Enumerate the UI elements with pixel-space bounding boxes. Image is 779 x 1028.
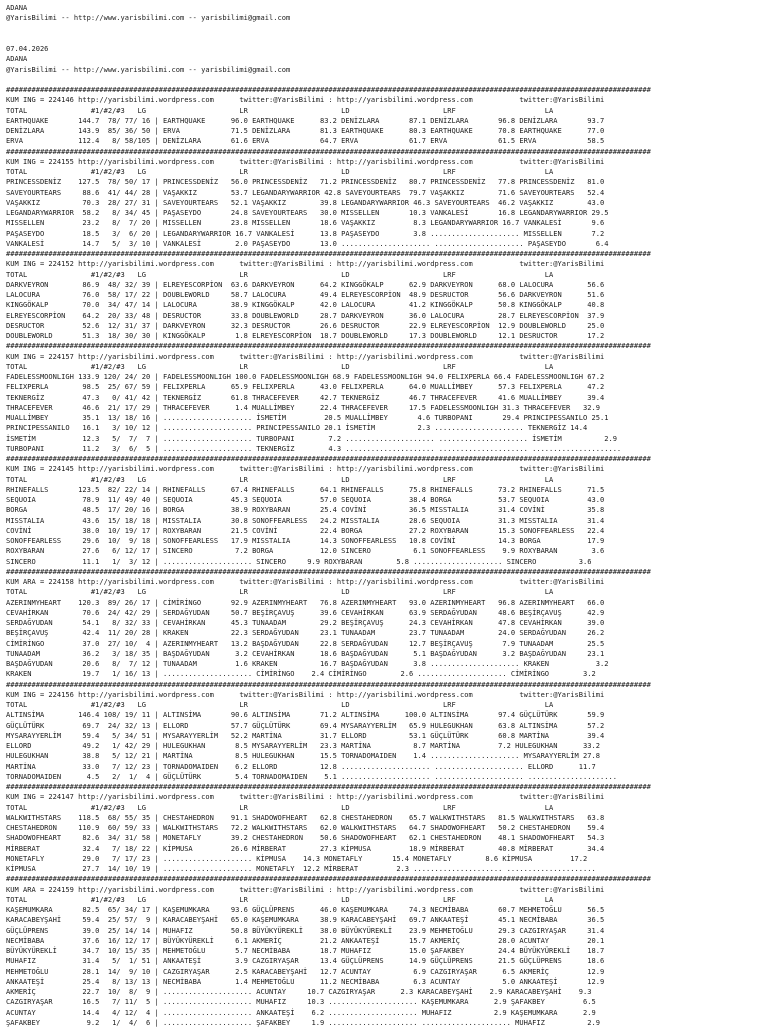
text-line: KUM ARA = 224158 http://yarisbilimi.wordpress.com twitter:@YarisBilimi : http://yarisbilimi.wordpress.com twitter:@YarisBilimi xyxy=(6,577,605,586)
text-line xyxy=(6,34,779,44)
text-line: COVİNİ 38.0 10/ 19/ 17 | ROXYBARAN 21.5 COVİNİ 22.4 BORGA 27.2 ROXYBARAN 15.3 SONOFFEARLESS 22.4 xyxy=(6,525,605,535)
text-line: KUM ING = 224155 http://yarisbilimi.wordpress.com twitter:@YarisBilimi : http://yarisbilimi.wordpress.com twitter:@YarisBilimi xyxy=(6,156,605,166)
text-line: SINCERO 11.1 1/ 3/ 12 | ..................... SINCERO 9.9 ROXYBARAN 5.8 ..................... SINCERO 3.6 xyxy=(6,556,592,566)
text-line: LALOCURA 76.0 58/ 17/ 22 | DOUBLEWORLD 58.7 LALOCURA 49.4 ELREYESCORPİON 48.9 DESRUCTOR 56.6 DARKVEYRON 51.6 xyxy=(6,290,605,299)
text-line: CHESTAHEDRON 110.9 60/ 59/ 33 | WALKWITHSTARS 72.2 WALKWITHSTARS 62.0 WALKWITHSTARS 64.7 SHADOWOFHEART 50.2 CHESTAHEDRON 59.4 xyxy=(6,823,605,832)
text-line: MARTİNA 33.0 7/ 12/ 23 | TORNADOMAIDEN 6.2 ELLORD 12.8 ..................... ..................... ELLORD 11.7 xyxy=(6,761,596,771)
text-line: WALKWITHSTARS 118.5 68/ 55/ 35 | CHESTAHEDRON 91.1 SHADOWOFHEART 62.8 CHESTAHEDRON 65.7 WALKWITHSTARS 81.5 WALKWITHSTARS 63.8 xyxy=(6,812,605,822)
text-line: CAZGIRYAŞAR 16.5 7/ 11/ 5 | ..................... MUHAFIZ 10.3 ..................... KAŞEMUMKARA 2.9 ŞAFAKBEY 6.5 xyxy=(6,997,596,1007)
text-line: ######################################################################################################################################################## xyxy=(6,566,651,576)
text-line: KİPMUSA 27.7 14/ 10/ 19 | ..................... MONETAFLY 12.2 MİRBERAT 2.3 ..................... ..................... xyxy=(6,864,596,873)
text-line: MUHAFIZ 31.4 5/ 1/ 51 | ANKAATEŞİ 3.9 CAZGIRYAŞAR 13.4 GÜÇLÜPRENS 14.9 GÜÇLÜPRENS 21.5 GÜÇLÜPRENS 18.6 xyxy=(6,956,605,966)
text-line: MISSTALIA 43.6 15/ 18/ 18 | MISSTALIA 30.8 SONOFFEARLESS 24.2 MISSTALIA 28.6 SEQUOIA 31.3 MISSTALIA 31.4 xyxy=(6,515,605,525)
text-line: ROXYBARAN 27.6 6/ 12/ 17 | SINCERO 7.2 BORGA 12.0 SINCERO 6.1 SONOFFEARLESS 9.9 ROXYBARAN 3.6 xyxy=(6,546,605,556)
text-line: CİMİRİNGO 37.0 27/ 10/ 4 | AZERINMYHEART 13.2 BAŞDAĞYUDAN 22.8 SERDAĞYUDAN 12.7 BEŞİRÇAVUŞ 7.9 TUNAADAM 25.5 xyxy=(6,638,605,648)
text-line: TORNADOMAIDEN 4.5 2/ 1/ 4 | GÜÇLÜTÜRK 5.4 TORNADOMAIDEN 5.1 ..................... ..................... ..................... xyxy=(6,771,617,781)
text-line: KUM ING = 224152 http://yarisbilimi.wordpress.com twitter:@YarisBilimi : http://yarisbilimi.wordpress.com twitter:@YarisBilimi xyxy=(6,259,605,269)
text-line: FADELESSMOONLIGH 133.9 120/ 24/ 20 | FADELESSMOONLIGH 100.0 FADELESSMOONLIGH 68.9 FADELESSMOONLIGH 94.0 FELIXPERLA 66.4 FADELESSMOONLIGH 67.2 xyxy=(6,372,605,381)
text-line xyxy=(6,75,779,85)
text-line: GÜÇLÜTÜRK 69.7 24/ 32/ 13 | ELLORD 57.7 GÜÇLÜTÜRK 69.4 MYSARAYYERLİM 65.9 HULEGUKHAN 63.8 ALTINSİMA 57.2 xyxy=(6,720,605,730)
text-line: KRAKEN 19.7 1/ 16/ 13 | ..................... CİMİRİNGO 2.4 CİMİRİNGO 2.6 ..................... CİMİRİNGO 3.2 xyxy=(6,669,596,679)
text-line: MISSELLEN 23.2 8/ 7/ 20 | MISSELLEN 23.8 MISSELLEN 18.6 VAŞAKKIZ 8.3 LEGANDARYWARRIOR 16.7 VANKALESİ 9.6 xyxy=(6,218,605,228)
text-line: TEKNERGİZ 47.3 0/ 41/ 42 | TEKNERGİZ 61.8 THRACEFEVER 42.7 TEKNERGİZ 46.7 THRACEFEVER 41.6 MUALLİMBEY 39.4 xyxy=(6,392,605,402)
text-line: ALTINSİMA 146.4 108/ 19/ 11 | ALTINSİMA 90.6 ALTINSİMA 71.2 ALTINSİMA 100.0 ALTINSİMA 97.4 GÜÇLÜTÜRK 59.9 xyxy=(6,710,605,720)
text-line: VANKALESİ 14.7 5/ 3/ 10 | VANKALESİ 2.0 PAŞASEYDO 13.0 ..................... ..................... PAŞASEYDO 6.4 xyxy=(6,238,609,248)
text-line: MİRBERAT 32.4 7/ 18/ 22 | KİPMUSA 26.6 MİRBERAT 27.3 KİPMUSA 18.9 MİRBERAT 40.8 MİRBERAT 34.4 xyxy=(6,843,605,853)
text-line: İSMETİM 12.3 5/ 7/ 7 | ..................... TURBOPANI 7.2 ..................... ..................... İSMETİM 2.9 xyxy=(6,433,617,443)
text-line: ######################################################################################################################################################## xyxy=(6,249,651,258)
text-line: SONOFFEARLESS 29.6 10/ 9/ 18 | SONOFFEARLESS 17.9 MISSTALIA 14.3 SONOFFEARLESS 10.8 COVİNİ 14.3 BORGA 17.9 xyxy=(6,536,605,545)
text-line: 07.04.2026 xyxy=(6,44,49,53)
text-line: MYSARAYYERLİM 59.4 5/ 34/ 51 | MYSARAYYERLİM 52.2 MARTİNA 31.7 ELLORD 53.1 GÜÇLÜTÜRK 60.8 MARTİNA 39.4 xyxy=(6,730,605,740)
text-line: RHINEFALLS 123.5 82/ 22/ 14 | RHINEFALLS 67.4 RHINEFALLS 64.1 RHINEFALLS 75.8 RHINEFALLS 73.2 RHINEFALLS 71.5 xyxy=(6,484,605,494)
text-line: SEQUOIA 78.9 11/ 49/ 40 | SEQUOIA 45.3 SEQUOIA 57.0 SEQUOIA 38.4 BORGA 53.7 SEQUOIA 43.0 xyxy=(6,495,605,504)
text-line: TOTAL #1/#2/#3 LG LR LD LRF LA xyxy=(6,700,554,709)
text-line: KUM ING = 224156 http://yarisbilimi.wordpress.com twitter:@YarisBilimi : http://yarisbilimi.wordpress.com twitter:@YarisBilimi xyxy=(6,689,605,699)
text-line: GÜÇLÜPRENS 39.0 25/ 14/ 14 | MUHAFIZ 50.8 BÜYÜKYÜREKLİ 38.0 BÜYÜKYÜREKLİ 23.9 MEHMETOĞLU 29.3 CAZGIRYAŞAR 31.4 xyxy=(6,925,605,935)
text-line: TOTAL #1/#2/#3 LG LR LD LRF LA xyxy=(6,474,554,484)
text-line: KUM ARA = 224159 http://yarisbilimi.wordpress.com twitter:@YarisBilimi : http://yarisbilimi.wordpress.com twitter:@YarisBilimi xyxy=(6,884,605,894)
text-line: ######################################################################################################################################################## xyxy=(6,146,651,156)
text-line: SAVEYOURTEARS 88.6 41/ 44/ 28 | VAŞAKKIZ 53.7 LEGANDARYWARRIOR 42.8 SAVEYOURTEARS 79.7 VAŞAKKIZ 71.6 SAVEYOURTEARS 52.4 xyxy=(6,187,605,197)
text-line: ######################################################################################################################################################## xyxy=(6,454,651,463)
text-line: TOTAL #1/#2/#3 LG LR LD LRF LA xyxy=(6,105,554,115)
text-line: @YarisBilimi -- http://www.yarisbilimi.com -- yarisbilimi@gmail.com xyxy=(6,64,291,74)
text-line xyxy=(6,24,779,34)
text-line: TUNAADAM 36.2 3/ 18/ 35 | BAŞDAĞYUDAN 3.2 CEVAHİRKAN 18.6 BAŞDAĞYUDAN 5.1 BAŞDAĞYUDAN 3.2 BAŞDAĞYUDAN 23.1 xyxy=(6,648,605,658)
race-statistics-document xyxy=(6,3,779,1028)
text-line: ADANA xyxy=(6,54,28,64)
text-line: SHADOWOFHEART 82.6 34/ 31/ 58 | MONETAFLY 39.2 CHESTAHEDRON 50.6 SHADOWOFHEART 62.1 CHESTAHEDRON 48.1 SHADOWOFHEART 54.3 xyxy=(6,833,605,843)
text-line: THRACEFEVER 46.6 21/ 17/ 29 | THRACEFEVER 1.4 MUALLİMBEY 22.4 THRACEFEVER 17.5 FADELESSMOONLIGH 31.3 THRACEFEVER 32.9 xyxy=(6,402,600,412)
text-line: NECMİBABA 37.6 16/ 12/ 17 | BÜYÜKYÜREKLİ 6.1 AKMERİÇ 21.2 ANKAATEŞİ 15.7 AKMERİÇ 28.0 ACUNTAY 20.1 xyxy=(6,935,605,945)
text-line: AZERINMYHEART 120.3 89/ 26/ 17 | CİMİRİNGO 92.9 AZERINMYHEART 76.8 AZERINMYHEART 93.0 AZERINMYHEART 96.8 AZERINMYHEART 66.0 xyxy=(6,597,605,607)
text-line: MEHMETOĞLU 28.1 14/ 9/ 10 | CAZGIRYAŞAR 2.5 KARACABEYŞAHİ 12.7 ACUNTAY 6.9 CAZGIRYAŞAR 6.5 AKMERİÇ 12.9 xyxy=(6,966,605,976)
text-line: KUM ING = 224157 http://yarisbilimi.wordpress.com twitter:@YarisBilimi : http://yarisbilimi.wordpress.com twitter:@YarisBilimi xyxy=(6,351,605,361)
text-line: TOTAL #1/#2/#3 LG LR LD LRF LA xyxy=(6,894,554,904)
text-line: KUM ING = 224147 http://yarisbilimi.wordpress.com twitter:@YarisBilimi : http://yarisbilimi.wordpress.com twitter:@YarisBilimi xyxy=(6,792,605,802)
text-line: DARKVEYRON 86.9 48/ 32/ 39 | ELREYESCORPİON 63.6 DARKVEYRON 64.2 KINGGÖKALP 62.9 DARKVEYRON 68.0 LALOCURA 56.6 xyxy=(6,279,605,289)
text-line: TOTAL #1/#2/#3 LG LR LD LRF LA xyxy=(6,269,554,279)
text-line: PRINCESSDENİZ 127.5 78/ 50/ 17 | PRINCESSDENİZ 56.0 PRINCESSDENİZ 71.2 PRINCESSDENİZ 80.7 PRINCESSDENİZ 77.8 PRINCESSDENİZ 81.0 xyxy=(6,177,605,187)
text-line: ELREYESCORPİON 64.2 20/ 33/ 48 | DESRUCTOR 33.8 DOUBLEWORLD 28.7 DARKVEYRON 36.0 LALOCURA 28.7 ELREYESCORPİON 37.9 xyxy=(6,310,605,320)
text-line: TURBOPANI 11.2 3/ 6/ 5 | ..................... TEKNERGİZ 4.3 ..................... ..................... ..................... xyxy=(6,443,622,453)
text-line: FELIXPERLA 98.5 25/ 67/ 59 | FELIXPERLA 65.9 FELIXPERLA 43.0 FELIXPERLA 64.0 MUALLİMBEY 57.3 FELIXPERLA 47.2 xyxy=(6,382,605,392)
text-line: ACUNTAY 14.4 4/ 12/ 4 | ..................... ANKAATEŞİ 6.2 ..................... MUHAFIZ 2.9 KAŞEMUMKARA 2.9 xyxy=(6,1007,596,1017)
text-line: ANKAATEŞİ 25.4 8/ 13/ 13 | NECMİBABA 1.4 MEHMETOĞLU 11.2 NECMİBABA 6.3 ACUNTAY 5.0 ANKAATEŞİ 12.9 xyxy=(6,976,605,986)
text-line: ######################################################################################################################################################## xyxy=(6,874,651,884)
text-line: PAŞASEYDO 18.5 3/ 6/ 20 | LEGANDARYWARRIOR 16.7 VANKALESİ 13.8 PAŞASEYDO 3.8 ..................... MISSELLEN 7.2 xyxy=(6,228,605,238)
text-line: CEVAHİRKAN 70.6 24/ 42/ 29 | SERDAĞYUDAN 50.7 BEŞİRÇAVUŞ 39.6 CEVAHİRKAN 63.9 SERDAĞYUDAN 48.6 BEŞİRÇAVUŞ 42.9 xyxy=(6,607,605,617)
text-line: ŞAFAKBEY 9.2 1/ 4/ 6 | ..................... ŞAFAKBEY 1.9 ..................... ..................... MUHAFIZ 2.9 xyxy=(6,1017,600,1027)
text-line: TOTAL #1/#2/#3 LG LR LD LRF LA xyxy=(6,587,554,597)
text-line: KINGGÖKALP 70.0 34/ 47/ 14 | LALOCURA 38.9 KINGGÖKALP 42.0 LALOCURA 41.2 KINGGÖKALP 50.8 KINGGÖKALP 40.8 xyxy=(6,300,605,310)
text-line: DOUBLEWORLD 51.3 18/ 30/ 30 | KINGGÖKALP 1.8 ELREYESCORPİON 18.7 DOUBLEWORLD 17.3 DOUBLEWORLD 12.1 DESRUCTOR 17.2 xyxy=(6,331,605,340)
text-line: PRINCIPESSANILO 16.1 3/ 10/ 12 | ..................... PRINCIPESSANILO 20.1 İSMETİM 2.3 ..................... TEKNERGİZ 14.4 xyxy=(6,423,588,433)
text-line: MUALLİMBEY 35.1 13/ 18/ 16 | ..................... İSMETİM 20.5 MUALLİMBEY 4.6 TURBOPANI 29.4 PRINCIPESSANILO 25.1 xyxy=(6,413,609,422)
text-line: TOTAL #1/#2/#3 LG LR LD LRF LA xyxy=(6,802,554,812)
text-line: MONETAFLY 29.0 7/ 17/ 23 | ..................... KİPMUSA 14.3 MONETAFLY 15.4 MONETAFLY 8.6 KİPMUSA 17.2 xyxy=(6,853,588,863)
text-line: HULEGUKHAN 38.8 5/ 12/ 21 | MARTİNA 8.5 HULEGUKHAN 15.5 TORNADOMAIDEN 1.4 ..................... MYSARAYYERLİM 27.8 xyxy=(6,751,600,761)
text-line: BÜYÜKYÜREKLİ 34.7 10/ 15/ 35 | MEHMETOĞLU 5.7 NECMİBABA 18.7 MUHAFIZ 15.0 ŞAFAKBEY 24.4 BÜYÜKYÜREKLİ 18.7 xyxy=(6,946,605,955)
text-line: ELLORD 49.2 1/ 42/ 29 | HULEGUKHAN 8.5 MYSARAYYERLİM 23.3 MARTİNA 8.7 MARTİNA 7.2 HULEGUKHAN 33.2 xyxy=(6,741,600,750)
text-line: ######################################################################################################################################################## xyxy=(6,679,651,689)
text-line: @YarisBilimi -- http://www.yarisbilimi.com -- yarisbilimi@gmail.com xyxy=(6,13,291,23)
text-line: ######################################################################################################################################################## xyxy=(6,341,651,351)
text-line: BEŞİRÇAVUŞ 42.4 11/ 20/ 28 | KRAKEN 22.3 SERDAĞYUDAN 23.1 TUNAADAM 23.7 TUNAADAM 24.0 SERDAĞYUDAN 26.2 xyxy=(6,628,605,638)
text-line: DENİZLARA 143.9 85/ 36/ 50 | ERVA 71.5 DENİZLARA 81.3 EARTHQUAKE 80.3 EARTHQUAKE 70.8 EARTHQUAKE 77.0 xyxy=(6,126,605,135)
text-line: AKMERİÇ 22.7 10/ 8/ 9 | ..................... ACUNTAY 10.7 CAZGIRYAŞAR 2.3 KARACABEYŞAHİ 2.9 KARACABEYŞAHİ 9.3 xyxy=(6,987,592,996)
text-line: VAŞAKKIZ 70.3 28/ 27/ 31 | SAVEYOURTEARS 52.1 VAŞAKKIZ 39.8 LEGANDARYWARRIOR 46.3 SAVEYOURTEARS 46.2 VAŞAKKIZ 43.0 xyxy=(6,197,605,207)
text-line: KUM ING = 224146 http://yarisbilimi.wordpress.com twitter:@YarisBilimi : http://yarisbilimi.wordpress.com twitter:@YarisBilimi xyxy=(6,95,605,105)
text-line: TOTAL #1/#2/#3 LG LR LD LRF LA xyxy=(6,361,554,371)
text-line: BORGA 48.5 17/ 20/ 16 | BORGA 38.9 ROXYBARAN 25.4 COVİNİ 36.5 MISSTALIA 31.4 COVİNİ 35.8 xyxy=(6,505,605,515)
text-line: ADANA xyxy=(6,3,28,12)
text-line: KUM ING = 224145 http://yarisbilimi.wordpress.com twitter:@YarisBilimi : http://yarisbilimi.wordpress.com twitter:@YarisBilimi xyxy=(6,464,605,474)
text-line: BAŞDAĞYUDAN 20.6 8/ 7/ 12 | TUNAADAM 1.6 KRAKEN 16.7 BAŞDAĞYUDAN 3.8 ..................... KRAKEN 3.2 xyxy=(6,659,609,668)
text-line: KAŞEMUMKARA 82.5 65/ 34/ 17 | KAŞEMUMKARA 93.6 GÜÇLÜPRENS 46.0 KAŞEMUMKARA 74.3 NECMİBABA 60.7 MEHMETOĞLU 56.5 xyxy=(6,905,605,914)
text-line: ######################################################################################################################################################## xyxy=(6,85,651,94)
text-line: KARACABEYŞAHİ 59.4 25/ 57/ 9 | KARACABEYŞAHİ 65.0 KAŞEMUMKARA 38.9 KARACABEYŞAHİ 69.7 ANKAATEŞİ 45.1 NECMİBABA 36.5 xyxy=(6,915,605,925)
text-line: ######################################################################################################################################################## xyxy=(6,782,651,791)
text-line: TOTAL #1/#2/#3 LG LR LD LRF LA xyxy=(6,167,554,176)
text-line: ERVA 112.4 8/ 58/105 | DENİZLARA 61.6 ERVA 64.7 ERVA 61.7 ERVA 61.5 ERVA 58.5 xyxy=(6,136,605,146)
text-line: LEGANDARYWARRIOR 58.2 8/ 34/ 45 | PAŞASEYDO 24.8 SAVEYOURTEARS 30.0 MISSELLEN 10.3 VANKALESİ 16.8 LEGANDARYWARRIOR 29.5 xyxy=(6,208,609,217)
text-line: SERDAĞYUDAN 54.1 8/ 32/ 33 | CEVAHİRKAN 45.3 TUNAADAM 29.2 BEŞİRÇAVUŞ 24.3 CEVAHİRKAN 47.8 CEVAHİRKAN 39.0 xyxy=(6,618,605,627)
text-line: DESRUCTOR 52.6 12/ 31/ 37 | DARKVEYRON 32.3 DESRUCTOR 26.6 DESRUCTOR 22.9 ELREYESCORPİON 12.9 DOUBLEWORLD 25.0 xyxy=(6,320,605,330)
text-line: EARTHQUAKE 144.7 78/ 77/ 16 | EARTHQUAKE 96.0 EARTHQUAKE 83.2 DENİZLARA 87.1 DENİZLARA 96.8 DENİZLARA 93.7 xyxy=(6,115,605,125)
